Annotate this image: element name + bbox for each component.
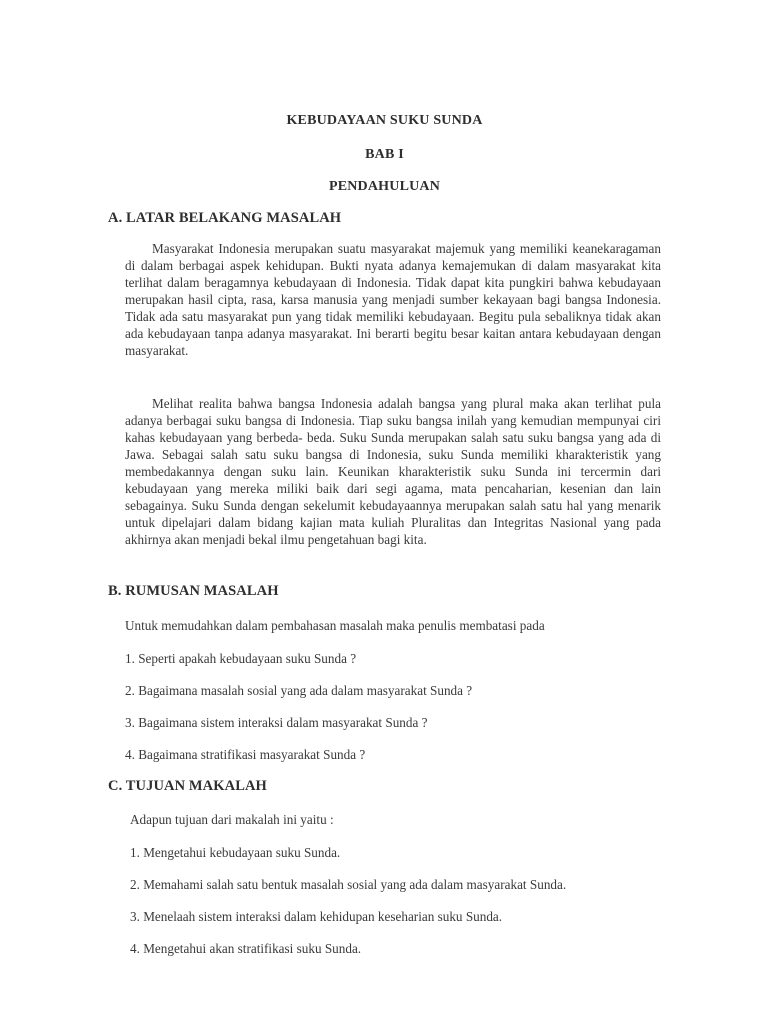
chapter-title: PENDAHULUAN	[328, 179, 441, 194]
paragraph-a1: Masyarakat Indonesia merupakan suatu masyarakat majemuk yang memiliki keanekaragaman di dalam berbagai aspek kehidupan. Bukti nyata adanya kemajemukan di dalam masyarakat kita terlihat dalam beragamnya kebudayaan di Indonesia. Tidak dapat kita pungkiri bahwa kebudayaan merupakan hasil cipta, rasa, karsa manusia yang menjadi sumber kekayaan bagi bangsa Indonesia. Tidak ada satu masyarakat pun yang tidak memiliki kebudayaan. Begitu pula sebaliknya tidak akan ada kebudayaan tanpa adanya masyarakat. Ini berarti begitu besar kaitan antara kebudayaan dengan masyarakat.	[125, 241, 661, 358]
section-c-intro: Adapun tujuan dari makalah ini yaitu :	[130, 812, 334, 827]
section-heading-b: B. RUMUSAN MASALAH	[108, 583, 279, 599]
section-heading-c: C. TUJUAN MAKALAH	[108, 778, 267, 794]
list-item: 2. Memahami salah satu bentuk masalah sosial yang ada dalam masyarakat Sunda.	[130, 877, 567, 892]
list-item: 1. Seperti apakah kebudayaan suku Sunda ?	[125, 651, 357, 666]
paragraph-a2: Melihat realita bahwa bangsa Indonesia adalah bangsa yang plural maka akan terlihat pula adanya berbagai suku bangsa di Indonesia. Tiap suku bangsa inilah yang kemudian mempunyai ciri kahas kebudayaan yang berbeda- beda. Suku Sunda merupakan salah satu suku bangsa yang ada di Jawa. Sebagai salah satu suku bangsa di Indonesia, suku Sunda memiliki kharakteristik yang membedakannya dengan suku lain. Keunikan kharakteristik suku Sunda ini tercermin dari kebudayaan yang mereka miliki baik dari segi agama, mata pencaharian, kesenian dan lain sebagainya. Suku Sunda dengan sekelumit kebudayaannya merupakan salah satu hal yang menarik untuk dipelajari dalam bidang kajian mata kuliah Pluralitas dan Integritas Nasional yang pada akhirnya akan menjadi bekal ilmu pengetahuan bagi kita.	[125, 396, 661, 547]
chapter-label: BAB I	[365, 147, 404, 162]
list-item: 2. Bagaimana masalah sosial yang ada dalam masyarakat Sunda ?	[125, 683, 473, 698]
list-item: 4. Mengetahui akan stratifikasi suku Sunda.	[130, 941, 362, 956]
list-item: 4. Bagaimana stratifikasi masyarakat Sunda ?	[125, 747, 366, 762]
document-title: KEBUDAYAAN SUKU SUNDA	[286, 113, 483, 128]
list-item: 3. Bagaimana sistem interaksi dalam masyarakat Sunda ?	[125, 715, 428, 730]
list-item: 1. Mengetahui kebudayaan suku Sunda.	[130, 845, 341, 860]
list-item: 3. Menelaah sistem interaksi dalam kehidupan keseharian suku Sunda.	[130, 909, 503, 924]
section-b-intro: Untuk memudahkan dalam pembahasan masalah maka penulis membatasi pada	[125, 618, 545, 633]
section-heading-a: A. LATAR BELAKANG MASALAH	[108, 210, 342, 226]
